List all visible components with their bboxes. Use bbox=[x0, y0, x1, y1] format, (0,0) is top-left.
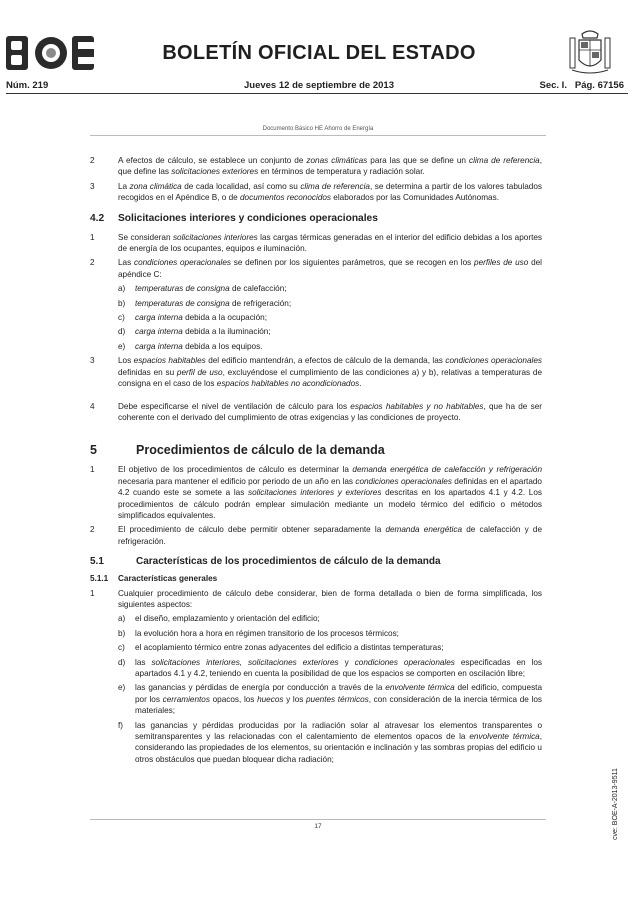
list-item bbox=[90, 720, 542, 766]
paragraph bbox=[90, 257, 542, 280]
document-header-rule bbox=[90, 135, 546, 136]
subsubsection-heading bbox=[90, 573, 542, 584]
gazette-title: BOLETÍN OFICIAL DEL ESTADO bbox=[162, 42, 476, 64]
document-header: Documento Básico HE Ahorro de Energía bbox=[262, 126, 374, 132]
list-item bbox=[90, 341, 542, 352]
subsection-heading bbox=[90, 555, 542, 569]
document-body bbox=[90, 155, 542, 768]
paragraph-number: 2 bbox=[90, 525, 95, 535]
section-number: 4.2 bbox=[90, 212, 105, 224]
paragraph-number: 4 bbox=[90, 401, 95, 411]
list-item bbox=[90, 682, 542, 716]
paragraph-number: 3 bbox=[90, 356, 95, 366]
list-marker: d) bbox=[118, 327, 126, 337]
footer-rule bbox=[90, 819, 546, 820]
paragraph bbox=[90, 355, 542, 389]
list-item-text: el diseño, emplazamiento y orientación del edificio; bbox=[135, 614, 320, 624]
coat-of-arms-icon bbox=[568, 28, 612, 78]
list-marker: a) bbox=[118, 284, 126, 294]
paragraph bbox=[90, 401, 542, 424]
paragraph-text: Se consideran solicitaciones interiores las cargas térmicas generadas en el interior del edificio debidas a los aportes de energía de los ocupantes, equipos e iluminación. bbox=[118, 232, 542, 254]
paragraph bbox=[90, 464, 542, 521]
paragraph-text: El objetivo de los procedimientos de cálculo es determinar la demanda energética de calefacción y refrigeración necesaria para mantener el edificio por periodo de un año en las condiciones operacionales definidas en el apartado 4.2 cuando este se somete a las solicitaciones interiores y exteriores descritas en los apartados 4.1 y 4.2. Los procedimientos de cálculo podrán emplear simulación mediante un modelo térmico del edificio o métodos simplificados equivalentes. bbox=[118, 465, 543, 520]
list-marker: e) bbox=[118, 341, 126, 351]
subsection-title: Características de los procedimientos de cálculo de la demanda bbox=[136, 556, 441, 568]
paragraph-text: Los espacios habitables del edificio mantendrán, a efectos de cálculo de la demanda, las condiciones operacionales definidas en su perfil de uso, excluyéndose el cumplimiento de las condiciones a) y b), relativas a temperaturas de consigna en el caso de los espacios habitables no acondicionados. bbox=[118, 356, 543, 389]
paragraph-text: La zona climática de cada localidad, así como su clima de referencia, se determina a partir de los valores tabulados recogidos en el Apéndice B, o de documentos reconocidos elaborados por las Comunidades Autónomas. bbox=[118, 181, 542, 203]
list-item-text: el acoplamiento térmico entre zonas adyacentes del edificio a distintas temperaturas; bbox=[135, 643, 444, 653]
list-item-text: carga interna debida a los equipos. bbox=[135, 341, 263, 351]
list-item-text: las ganancias y pérdidas de energía por conducción a través de la envolvente térmica del edificio, compuesta por los cerramientos opacos, los huecos y los puentes térmicos, con consideración de la inercia térmica de los materiales; bbox=[135, 683, 542, 716]
list-item-text: carga interna debida a la ocupación; bbox=[135, 313, 268, 323]
list-marker: c) bbox=[118, 313, 125, 323]
list-item bbox=[90, 613, 542, 624]
list-item-text: la evolución hora a hora en régimen transitorio de los procesos térmicos; bbox=[135, 628, 399, 638]
paragraph-text: A efectos de cálculo, se establece un conjunto de zonas climáticas para las que se define un clima de referencia, que define las solicitaciones exteriores en términos de temperatura y radiación solar. bbox=[118, 156, 542, 177]
paragraph bbox=[90, 181, 542, 204]
list-item-text: carga interna debida a la iluminación; bbox=[135, 327, 271, 337]
paragraph-number: 1 bbox=[90, 588, 95, 598]
paragraph bbox=[90, 155, 542, 178]
paragraph-text: El procedimiento de cálculo debe permitir obtener separadamente la demanda energética de calefacción y de refrigeración. bbox=[118, 525, 542, 546]
chapter-heading bbox=[90, 442, 542, 458]
paragraph-number: 1 bbox=[90, 232, 95, 242]
section-heading bbox=[90, 212, 542, 226]
chapter-title: Procedimientos de cálculo de la demanda bbox=[136, 443, 385, 458]
paragraph-text: Debe especificarse el nivel de ventilación de cálculo para los espacios habitables y no habitables, que ha de ser coherente con el derivado del cumplimiento de otras exigencias y las condiciones de proyecto. bbox=[118, 401, 542, 422]
header-rule bbox=[6, 93, 628, 94]
issue-number: Núm. 219 bbox=[6, 80, 49, 91]
list-marker: b) bbox=[118, 628, 126, 638]
list-item-text: temperaturas de consigna de refrigeración; bbox=[135, 298, 292, 308]
list-item bbox=[90, 283, 542, 294]
subsection-number: 5.1 bbox=[90, 556, 104, 568]
paragraph bbox=[90, 588, 542, 611]
list-item bbox=[90, 312, 542, 323]
paragraph bbox=[90, 524, 542, 547]
list-item bbox=[90, 326, 542, 337]
paragraph-text: Las condiciones operacionales se definen por los siguientes parámetros, que se recogen en los perfiles de uso del apéndice C: bbox=[118, 258, 542, 279]
paragraph-number: 1 bbox=[90, 465, 95, 475]
cve-identifier: cve: BOE-A-2013-9511 bbox=[612, 768, 619, 840]
list-marker: d) bbox=[118, 657, 126, 667]
paragraph-number: 3 bbox=[90, 181, 95, 191]
chapter-number: 5 bbox=[90, 443, 97, 458]
paragraph-text: Cualquier procedimiento de cálculo debe considerar, bien de forma detallada o bien de forma simplificada, los siguientes aspectos: bbox=[118, 588, 542, 609]
subsubsection-number: 5.1.1 bbox=[90, 574, 109, 584]
issue-date: Jueves 12 de septiembre de 2013 bbox=[244, 80, 394, 91]
paragraph bbox=[90, 232, 542, 255]
list-item bbox=[90, 628, 542, 639]
section-page: Sec. I. Pág. 67156 bbox=[539, 80, 624, 91]
list-item bbox=[90, 298, 542, 309]
subsubsection-title: Características generales bbox=[118, 574, 218, 584]
list-item bbox=[90, 642, 542, 653]
list-item-text: las ganancias y pérdidas producidas por la radiación solar al atravesar los elementos transparentes o semitransparentes y las relacionadas con el calentamiento de elementos opacos de la envolvente térmica, considerando las propiedades de los elementos, su orientación e inclinación y las sombras propias del edificio u otros obstáculos que puedan bloquear dicha radiación; bbox=[135, 720, 542, 764]
list-marker: e) bbox=[118, 683, 126, 693]
paragraph-number: 2 bbox=[90, 258, 95, 268]
list-item-text: temperaturas de consigna de calefacción; bbox=[135, 284, 287, 294]
paragraph-number: 2 bbox=[90, 156, 95, 165]
list-marker: b) bbox=[118, 298, 126, 308]
list-marker: a) bbox=[118, 614, 126, 624]
list-marker: f) bbox=[118, 720, 124, 730]
list-item bbox=[90, 657, 542, 680]
list-item-text: las solicitaciones interiores, solicitaciones exteriores y condiciones operacionales especificadas en los apartados 4.1 y 4.2, teniendo en cuenta la posibilidad de que los espacios se comporten en oscilación libre; bbox=[135, 657, 543, 678]
list-marker: c) bbox=[118, 643, 125, 653]
page-number: 17 bbox=[314, 823, 322, 830]
section-title: Solicitaciones interiores y condiciones operacionales bbox=[118, 212, 378, 224]
